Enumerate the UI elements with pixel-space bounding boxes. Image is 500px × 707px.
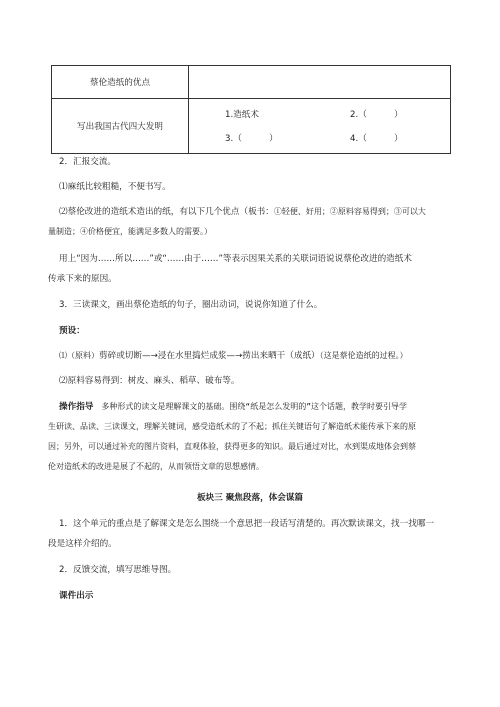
- paragraph: 因；另外，可以通过补充的图片资料，直观体验，获得更多的知识。最后通过对比，水到渠成地体会到蔡: [48, 442, 416, 451]
- section-title: 2．汇报交流。: [59, 157, 117, 167]
- paragraph: ⑵原料容易得到：树皮、麻头、稻草、破布等。: [59, 376, 240, 386]
- paragraph: 段是这样介绍的。: [48, 539, 117, 549]
- table-row: [52, 66, 451, 99]
- section-title: 3．三读课文，画出蔡伦造纸的句子，圈出动词，说说你知道了什么。: [59, 300, 323, 310]
- invention-item: 4.（ ）: [350, 134, 403, 144]
- table-cell-label: 写出我国古代四大发明: [52, 99, 189, 154]
- paragraph: 传承下来的原因。: [48, 274, 117, 284]
- table-cell-inventions: [189, 99, 451, 154]
- summary-table: [51, 65, 451, 154]
- invention-item: 1.造纸术: [225, 110, 259, 120]
- paragraph: ⑴（原料）剪碎或切断—→浸在水里捣烂成浆—→捞出来晒干（成纸）（这是蔡伦造纸的过程。）: [59, 351, 408, 361]
- preset-label: 预设：: [59, 326, 85, 336]
- paragraph: 2．反馈交流，填写思维导图。: [59, 565, 177, 575]
- invention-item: 2.（ ）: [350, 110, 403, 120]
- paragraph: 1．这个单元的重点是了解课文是怎么围绕一个意思把一段话写清楚的。再次默读课文，找一找哪一: [59, 519, 435, 529]
- paragraph: 生研读、品读、三读课文，理解关键词，感受造纸术的了不起；抓住关键语句了解造纸术能传承下来的原: [48, 422, 416, 431]
- courseware-label: 课件出示: [59, 591, 94, 601]
- block-heading: 板块三 聚焦段落，体会谋篇: [196, 493, 304, 503]
- table-row: [52, 99, 451, 154]
- table-cell-value: [189, 66, 451, 99]
- table-cell-label: 蔡伦造纸的优点: [52, 66, 189, 99]
- paragraph: ⑵蔡伦改进的造纸术造出的纸，有以下几个优点（板书：①轻便、好用；②原料容易得到；③可以大: [59, 207, 426, 217]
- paragraph: 操作指导 多种形式的读文是理解课文的基础。围绕“纸是怎么发明的”这个话题，教学时要引导学: [59, 402, 408, 412]
- invention-item: 3.（ ）: [225, 134, 278, 144]
- paragraph: 量制造；④价格便宜，能满足多数人的需要。）: [48, 227, 212, 236]
- paragraph: ⑴麻纸比较粗糙，不便书写。: [59, 182, 171, 192]
- paragraph: 伦对造纸术的改进是展了不起的，从而领悟文章的思想感情。: [48, 462, 264, 471]
- paragraph: 用上“因为……所以……”或“……由于……”等表示因果关系的关联词语说说蔡伦改进的造纸术: [59, 254, 412, 264]
